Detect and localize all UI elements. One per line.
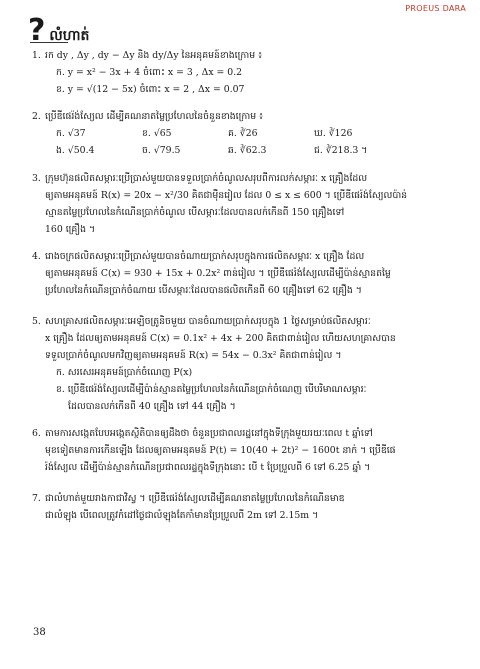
exercise-part: ខ. y = √(12 − 5x) ចំពោះ x = 2 , Δx = 0.07 [56,84,245,95]
exercise-part: ក. សរសេរអនុគមន៍ប្រាក់ចំណេញ P(x) [56,367,193,378]
exercise-part: ដែលបានលក់កើនពី 40 គ្រឿង ទៅ 44 គ្រឿង ។ [68,401,236,412]
grid-cell: ជ. ∛218.3 ។ [314,145,368,156]
exercise-5 [32,313,452,415]
exercise-line: តាមការសង្កេតបែបអង្កេតស្ថិតិបានឲ្យដឹងថា ចំនួនប្រជាពលរដ្ឋនៅក្នុងទីក្រុងមួយរយៈពេល t ឆ្នាំទៅ [45,428,373,439]
exercise-line: ស្មានតម្លៃប្រហែលនៃកំណើនប្រាក់ចំណូល បើសម្ភារៈដែលបានលក់កើនពី 150 គ្រឿងទៅ [45,207,345,218]
exercise-part: ខ. ប្រើឌីផេរ៉ង់ស្យែលដើម្បីប៉ាន់ស្មានតម្លៃប្រហែលនៃកំណើនប្រាក់ចំណេញ បើបរិមាណសម្ភារៈ [56,384,367,395]
exercise-line: ជាលំហាត់មួយរាងកាជាវិស្វ ។ ប្រើឌីផេរ៉ង់ស្យែលដើម្បីគណនាតម្លៃប្រហែលនៃកំណើនមាឌ [45,493,345,504]
exercise-line: មុខទៀតមានការកើនឡើង ដែលឲ្យតាមអនុគមន៍ P(t) = 10(40 + 2t)² − 1600t នាក់ ។ ប្រើឌីផេ [45,445,396,456]
grid-cell: ង. √50.4 [56,145,95,156]
exercise-line: 160 គ្រឿង ។ [45,224,96,235]
exercise-number: 4. [32,251,41,262]
exercise-line: រ៉ង់ស្យែល ដើម្បីប៉ាន់ស្មានកំណើនប្រជាពលរដ្ឋក្នុងទីក្រុងនោះ បើ t ប្រែប្រួលពី 6 ទៅ 6.25 ឆ្នាំ ។ [45,462,371,473]
exercise-6 [32,425,452,476]
exercise-4 [32,248,452,299]
exercise-1 [32,47,452,98]
exercise-number: 1. [32,50,41,61]
root-grid [32,125,452,159]
exercise-number: 5. [32,316,41,327]
exercise-3 [32,170,452,238]
exercise-line: x គ្រឿង ដែលឲ្យតាមអនុគមន៍ C(x) = 0.1x² + 4x + 200 គិតជាពាន់រៀល ហើយសហគ្រាសបាន [45,333,396,344]
grid-cell: ខ. √65 [142,128,172,139]
exercise-text: រក dy , Δy , dy − Δy និង dy/Δy នៃអនុគមន៍ខាងក្រោម ៖ [45,50,263,61]
exercise-number: 3. [32,173,41,184]
page-number: 38 [33,627,46,638]
grid-cell: ច. √79.5 [142,145,181,156]
grid-cell: ឃ. ∛126 [314,128,353,139]
exercise-line: ឲ្យតាមអនុគមន៍ R(x) = 20x − x²/30 គិតជាម៉ឺនរៀល ដែល 0 ≤ x ≤ 600 ។ ប្រើឌីផេរ៉ង់ស្យែលប៉ាន់ [45,190,408,201]
grid-cell: គ. ∛26 [228,128,258,139]
exercise-line: ជាលំឡុង បើពេលត្រូវកំដៅថ្ងៃជាលំឡុងតែកាំមានប្រែប្រួលពី 2m ទៅ 2.15m ។ [45,510,319,521]
exercise-line: សហគ្រាសផលិតសម្ភារៈអេឡិចត្រូនិចមួយ បានចំណាយប្រាក់សរុបក្នុង 1 ថ្ងៃសម្រាប់ផលិតសម្ភារៈ [45,316,371,327]
header-tag: PROEUS DARA [405,4,466,13]
exercise-number: 7. [32,493,41,504]
title-underline [30,42,68,43]
exercise-text: ប្រើឌីផេរ៉ង់ស្យែល ដើម្បីគណនាតម្លៃប្រហែលនៃចំនួនខាងក្រោម ៖ [45,111,264,122]
exercise-line: ប្រហែលនៃកំណើនប្រាក់ចំណាយ បើសម្ភារៈដែលបានផលិតកើនពី 60 គ្រឿងទៅ 62 គ្រឿង ។ [45,285,362,296]
exercise-number: 2. [32,111,41,122]
exercise-part: ក. y = x² − 3x + 4 ចំពោះ x = 3 , Δx = 0.2 [56,67,243,78]
question-mark-icon: ? [28,13,46,48]
exercise-line: ក្រុមហ៊ុនផលិតសម្ភារៈប្រើប្រាស់មួយបានទទួលប្រាក់ចំណូលសរុបពីការលក់សម្ភារៈ x គ្រឿងដែល [45,173,368,184]
exercise-7 [32,490,452,524]
title-text: លំហាត់ [49,28,90,44]
exercise-number: 6. [32,428,41,439]
exercise-line: ទទួលប្រាក់ចំណូលមកវិញឲ្យតាមអនុគមន៍ R(x) = 54x − 0.3x² គិតជាពាន់រៀល ។ [45,350,342,361]
exercise-line: ឲ្យតាមអនុគមន៍ C(x) = 930 + 15x + 0.2x² ពាន់រៀល ។ ប្រើឌីផេរ៉ង់ស្យែលដើម្បីប៉ាន់ស្មានតម្លៃ [45,268,391,279]
grid-cell: ក. √37 [56,128,86,139]
exercise-line: រោងចក្រផលិតសម្ភារៈប្រើប្រាស់មួយបានចំណាយប្រាក់សរុបក្នុងការផលិតសម្ភារៈ x គ្រឿង ដែល [45,251,365,262]
exercise-2 [32,108,452,159]
grid-cell: ឆ. ∛62.3 [228,145,267,156]
